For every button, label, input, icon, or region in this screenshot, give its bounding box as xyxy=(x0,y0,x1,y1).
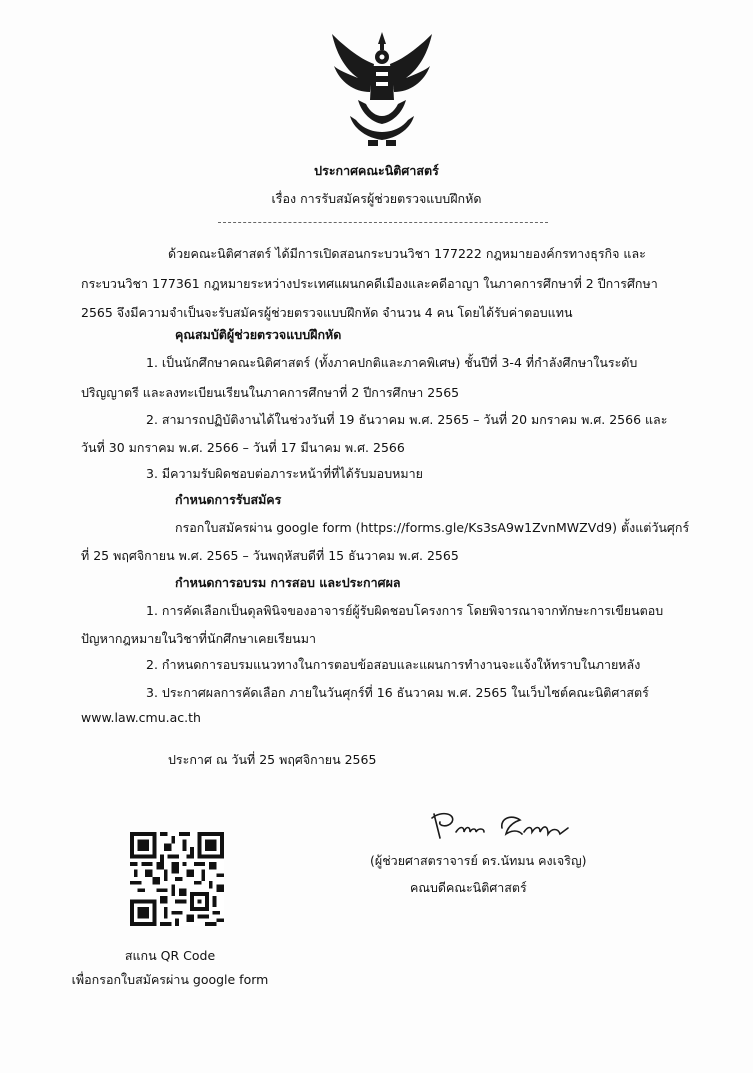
list-item: 2. สามารถปฏิบัติงานได้ในช่วงวันที่ 19 ธันวาคม พ.ศ. 2565 – วันที่ 20 มกราคม พ.ศ. 2566 และ xyxy=(146,412,668,427)
document-subject: เรื่อง การรับสมัครผู้ช่วยตรวจแบบฝึกหัด xyxy=(271,191,482,206)
list-item: 1. เป็นนักศึกษาคณะนิติศาสตร์ (ทั้งภาคปกติและภาคพิเศษ) ชั้นปีที่ 3-4 ที่กำลังศึกษาในระดับ xyxy=(146,355,638,370)
list-item: 3. ประกาศผลการคัดเลือก ภายในวันศุกร์ที่ 16 ธันวาคม พ.ศ. 2565 ในเว็บไซต์คณะนิติศาสตร์ xyxy=(146,685,649,700)
list-item-continuation: ปริญญาตรี และลงทะเบียนเรียนในภาคการศึกษาที่ 2 ปีการศึกษา 2565 xyxy=(81,385,460,400)
signatory-position: คณบดีคณะนิติศาสตร์ xyxy=(410,880,527,895)
qr-code-image[interactable] xyxy=(130,832,224,926)
training-heading: กำหนดการอบรม การสอบ และประกาศผล xyxy=(175,575,401,590)
qualifications-heading: คุณสมบัติผู้ช่วยตรวจแบบฝึกหัด xyxy=(175,327,342,342)
signatory-name: (ผู้ช่วยศาสตราจารย์ ดร.นัทมน คงเจริญ) xyxy=(370,853,587,868)
document-title: ประกาศคณะนิติศาสตร์ xyxy=(314,163,439,178)
list-item: 3. มีความรับผิดชอบต่อภาระหน้าที่ที่ได้รับมอบหมาย xyxy=(146,466,423,481)
separator-line xyxy=(218,222,548,223)
list-item-continuation: วันที่ 30 มกราคม พ.ศ. 2566 – วันที่ 17 มีนาคม พ.ศ. 2566 xyxy=(81,440,405,455)
intro-line: กระบวนวิชา 177361 กฎหมายระหว่างประเทศแผนกคดีเมืองและคดีอาญา ในภาคการศึกษาที่ 2 ปีการศึกษา xyxy=(81,276,658,291)
garuda-emblem-icon xyxy=(328,30,436,148)
website-text: www.law.cmu.ac.th xyxy=(81,710,201,725)
intro-line: 2565 จึงมีความจำเป็นจะรับสมัครผู้ช่วยตรวจแบบฝึกหัด จำนวน 4 คน โดยได้รับค่าตอบแทน xyxy=(81,305,573,320)
list-item-continuation: ปัญหากฎหมายในวิชาที่นักศึกษาเคยเรียนมา xyxy=(81,631,316,646)
application-line: ที่ 25 พฤศจิกายน พ.ศ. 2565 – วันพฤหัสบดีที่ 15 ธันวาคม พ.ศ. 2565 xyxy=(81,548,459,563)
intro-line: ด้วยคณะนิติศาสตร์ ได้มีการเปิดสอนกระบวนวิชา 177222 กฎหมายองค์กรทางธุรกิจ และ xyxy=(168,246,646,261)
qr-caption: เพื่อกรอกใบสมัครผ่าน google form xyxy=(71,972,269,987)
list-item: 1. การคัดเลือกเป็นดุลพินิจของอาจารย์ผู้รับผิดชอบโครงการ โดยพิจารณาจากทักษะการเขียนตอบ xyxy=(146,603,664,618)
signature-image xyxy=(428,808,578,842)
application-line: กรอกใบสมัครผ่าน google form (https://forms.gle/Ks3sA9w1ZvnMWZVd9) ตั้งแต่วันศุกร์ xyxy=(175,520,690,535)
application-heading: กำหนดการรับสมัคร xyxy=(175,492,282,507)
qr-caption: สแกน QR Code xyxy=(124,948,216,963)
list-item: 2. กำหนดการอบรมแนวทางในการตอบข้อสอบและแผนการทำงานจะแจ้งให้ทราบในภายหลัง xyxy=(146,657,641,672)
announce-date: ประกาศ ณ วันที่ 25 พฤศจิกายน 2565 xyxy=(168,752,377,767)
